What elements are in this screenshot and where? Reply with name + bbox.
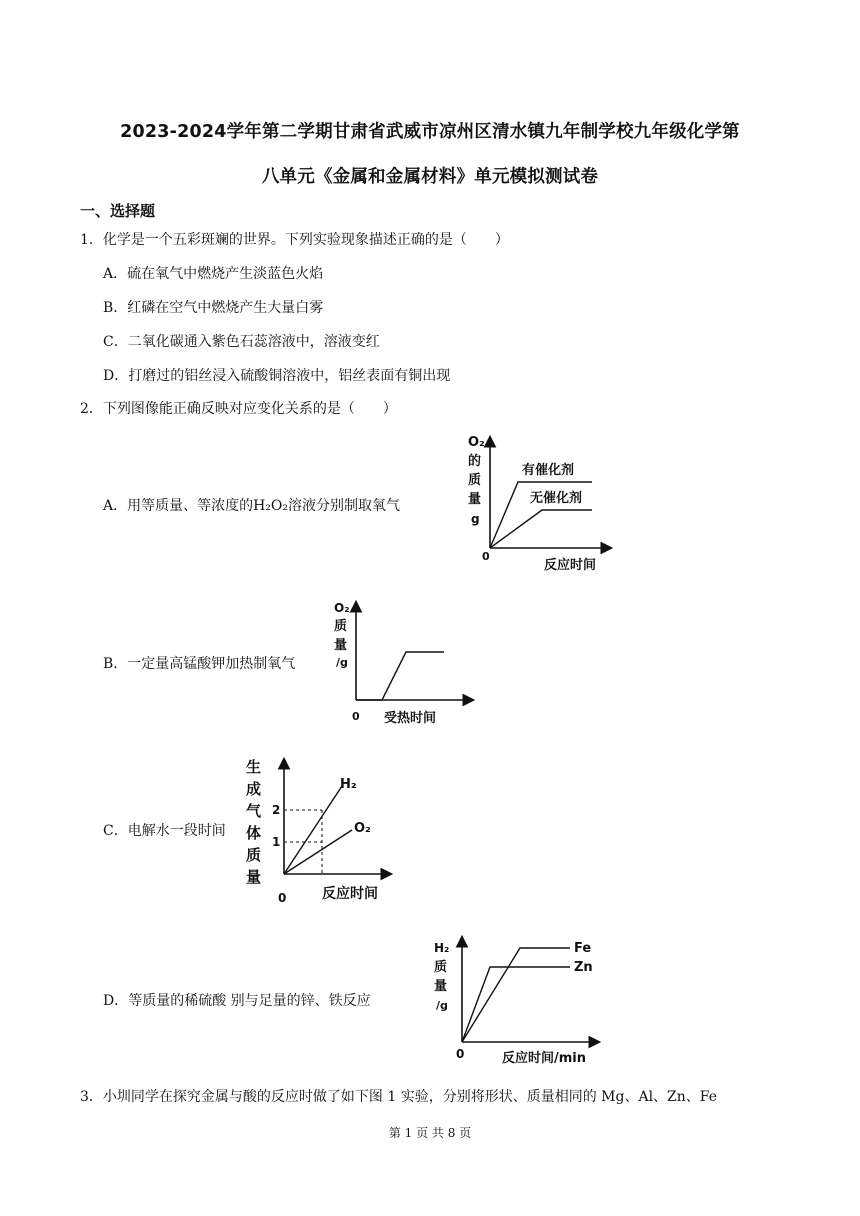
figure-d-ylabel-2: 量 [434,979,448,994]
figure-b-ylabel-0: O₂ [334,601,350,615]
figure-c-ylabel-4: 质 [246,846,262,864]
question-3-stem: 3．小圳同学在探究金属与酸的反应时做了如下图 1 实验，分别将形状、质量相同的 Mg、Al、Zn、Fe [80,1089,718,1105]
section-heading-choice: 一、选择题 [80,202,156,220]
figure-c-ylabel-5: 量 [246,868,262,886]
figure-d-xlabel: 反应时间/min [502,1051,587,1066]
figure-c-ylabel-2: 气 [246,802,262,820]
figure-c-xlabel: 反应时间 [322,886,378,902]
document-title-line1: 2023-2024学年第二学期甘肃省武威市凉州区清水镇九年制学校九年级化学第 [120,122,740,142]
question-2-option-a: A．用等质量、等浓度的H₂O₂溶液分别制取氧气 [103,498,401,514]
figure-a-xlabel: 反应时间 [544,558,597,573]
figure-d-graph [428,934,608,1070]
question-1-option-d: D．打磨过的铝丝浸入硫酸铜溶液中，铝丝表面有铜出现 [103,368,451,384]
figure-c-line-h2 [284,786,342,874]
figure-b-graph [324,598,484,728]
figure-a-ylabel-3: 量 [468,492,482,507]
figure-c-ylabel-0: 生 [246,758,262,776]
question-1-stem: 1．化学是一个五彩斑斓的世界。下列实验现象描述正确的是（ ） [80,232,509,248]
figure-d-ylabel-3: /g [436,999,448,1012]
question-2-option-b: B．一定量高锰酸钾加热制氧气 [103,656,296,672]
figure-a-ylabel-1: 的 [468,454,482,469]
figure-c-line-o2 [284,830,352,874]
figure-c-graph [240,752,400,910]
figure-a-series-no-catalyst: 无催化剂 [530,491,583,506]
figure-d-curve-fe [462,948,570,1042]
figure-a-ylabel-2: 质 [468,473,482,488]
figure-b-ylabel-2: 量 [334,638,348,653]
figure-b-ylabel-1: 质 [334,619,348,634]
figure-a-curve-no-catalyst [490,510,592,548]
figure-b-curve [356,652,444,700]
figure-c-ylabel-3: 体 [246,824,262,842]
figure-d-series-fe: Fe [574,941,592,956]
figure-c-series-o2: O₂ [354,821,371,836]
figure-d-ylabel-1: 质 [434,960,448,975]
figure-a-origin: 0 [482,550,490,563]
figure-a-graph [460,430,620,575]
question-2-option-c: C．电解水一段时间 [103,823,226,839]
figure-a-ylabel-0: O₂ [468,435,485,450]
figure-c-series-h2: H₂ [340,777,357,792]
figure-c-origin: 0 [278,891,287,905]
figure-d-origin: 0 [456,1047,465,1061]
figure-d-curve-zn [462,967,570,1042]
figure-c-ylabel-1: 成 [246,780,262,798]
figure-c-tick-1: 1 [272,835,281,849]
figure-a-ylabel-4: g [471,512,480,526]
figure-b-ylabel-3: /g [336,656,348,669]
figure-b-origin: 0 [352,710,360,723]
question-1-option-b: B．红磷在空气中燃烧产生大量白雾 [103,300,324,316]
figure-c-tick-2: 2 [272,803,281,817]
page-footer: 第 1 页 共 8 页 [388,1126,472,1140]
question-2-option-d: D．等质量的稀硫酸 别与足量的锌、铁反应 [103,993,371,1009]
figure-d-ylabel-0: H₂ [434,941,450,955]
figure-d-series-zn: Zn [574,960,593,975]
question-1-option-a: A．硫在氧气中燃烧产生淡蓝色火焰 [103,266,324,282]
document-title-line2: 八单元《金属和金属材料》单元模拟测试卷 [261,167,599,187]
question-1-option-c: C．二氧化碳通入紫色石蕊溶液中，溶液变红 [103,334,380,350]
question-2-stem: 2．下列图像能正确反映对应变化关系的是（ ） [80,401,397,417]
figure-a-series-catalyst: 有催化剂 [522,463,575,478]
figure-b-xlabel: 受热时间 [384,711,437,726]
